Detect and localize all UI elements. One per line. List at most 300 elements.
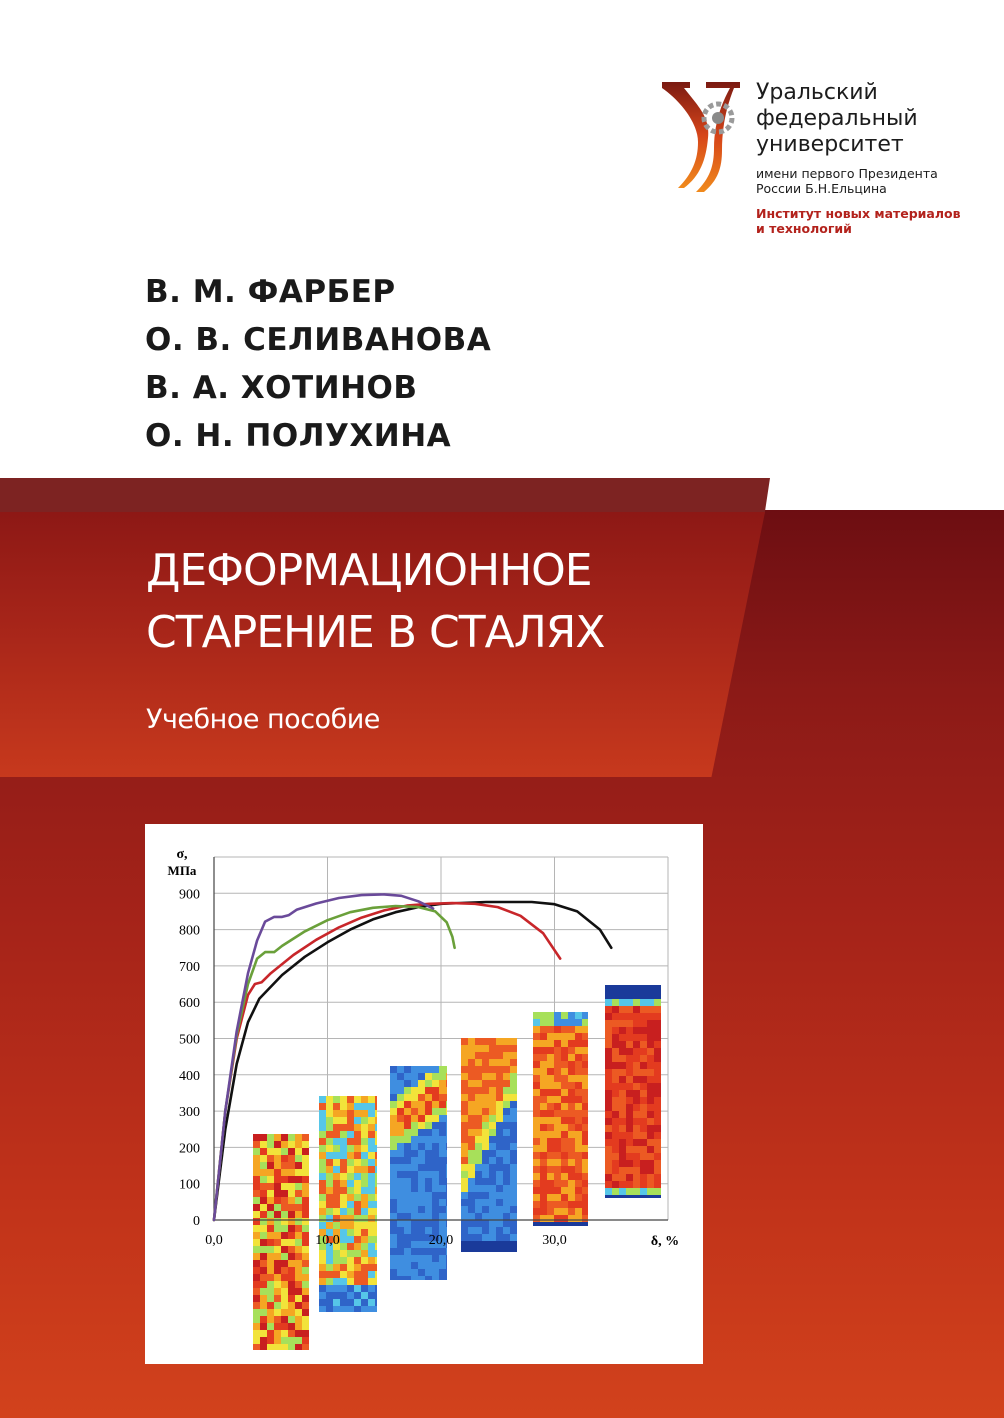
specimen-cell	[561, 1215, 568, 1222]
specimen-cell	[347, 1131, 354, 1138]
specimen-cell	[267, 1155, 274, 1162]
specimen-cell	[302, 1134, 309, 1141]
specimen-cell	[568, 1215, 575, 1222]
specimen-cell	[390, 1171, 397, 1178]
specimen-cell	[418, 1122, 425, 1129]
specimen-cell	[340, 1271, 347, 1278]
specimen-cell	[568, 1082, 575, 1089]
specimen-cell	[612, 1111, 619, 1118]
specimen-cell	[540, 1089, 547, 1096]
specimen-cell	[253, 1302, 260, 1309]
specimen-cell	[253, 1288, 260, 1295]
specimen-cell	[425, 1157, 432, 1164]
specimen-cell	[354, 1166, 361, 1173]
x-tick-label: 0,0	[205, 1233, 223, 1248]
specimen-cell	[439, 1129, 446, 1136]
specimen-cell	[432, 1220, 439, 1227]
specimen-cell	[295, 1148, 302, 1155]
specimen-cell	[468, 1150, 475, 1157]
specimen-cell	[354, 1236, 361, 1243]
specimen-cell	[267, 1169, 274, 1176]
specimen-cell	[510, 1101, 517, 1108]
specimen-cell	[347, 1264, 354, 1271]
specimen-cell	[554, 1222, 561, 1226]
specimen-cell	[267, 1218, 274, 1225]
specimen-cell	[561, 1201, 568, 1208]
specimen-cell	[375, 1173, 377, 1180]
specimen-cell	[361, 1271, 368, 1278]
specimen-cell	[533, 1089, 540, 1096]
specimen-cell	[274, 1309, 281, 1316]
specimen-cell	[354, 1124, 361, 1131]
specimen-cell	[547, 1187, 554, 1194]
specimen-cell	[640, 1125, 647, 1132]
specimen-cell	[295, 1162, 302, 1169]
specimen-cell	[496, 1108, 503, 1115]
specimen-cell	[267, 1302, 274, 1309]
specimen-cell	[482, 1234, 489, 1241]
specimen-cell	[281, 1232, 288, 1239]
specimen-cell	[575, 1061, 582, 1068]
specimen-cell	[326, 1131, 333, 1138]
specimen-cell	[368, 1187, 375, 1194]
specimen-cell	[575, 1117, 582, 1124]
specimen-cell	[281, 1260, 288, 1267]
specimen-cell	[561, 1166, 568, 1173]
specimen-cell	[626, 1048, 633, 1055]
specimen-cell	[411, 1171, 418, 1178]
specimen-cell	[626, 1132, 633, 1139]
specimen-cell	[260, 1295, 267, 1302]
specimen-cell	[647, 1090, 654, 1097]
specimen-cell	[575, 1180, 582, 1187]
specimen-cell	[561, 1040, 568, 1047]
specimen-cell	[333, 1117, 340, 1124]
specimen-cell	[489, 1178, 496, 1185]
specimen-cell	[489, 1094, 496, 1101]
specimen-cell	[326, 1222, 333, 1229]
specimen-cell	[404, 1122, 411, 1129]
specimen-cell	[361, 1264, 368, 1271]
specimen-cell	[561, 1089, 568, 1096]
specimen-cell	[375, 1124, 377, 1131]
specimen-cell	[547, 1096, 554, 1103]
specimen-cell	[340, 1236, 347, 1243]
specimen-cell	[404, 1178, 411, 1185]
specimen-cell	[489, 1073, 496, 1080]
specimen-cell	[503, 1241, 510, 1248]
specimen-cell	[375, 1250, 377, 1257]
specimen-cell	[253, 1267, 260, 1274]
specimen-cell	[347, 1250, 354, 1257]
specimen-cell	[411, 1136, 418, 1143]
university-name-line: федеральный	[756, 106, 918, 131]
specimen-cell	[418, 1073, 425, 1080]
specimen-cell	[461, 1038, 468, 1045]
specimen-cell	[347, 1243, 354, 1250]
specimen-cell	[302, 1267, 309, 1274]
specimen-cell	[633, 1006, 640, 1013]
specimen-cell	[267, 1260, 274, 1267]
specimen-cell	[561, 1159, 568, 1166]
specimen-cell	[439, 1080, 446, 1087]
specimen-cell	[468, 1087, 475, 1094]
specimen-cell	[547, 1201, 554, 1208]
specimen-cell	[547, 1026, 554, 1033]
specimen-cell	[253, 1211, 260, 1218]
specimen-cell	[647, 1041, 654, 1048]
specimen-cell	[540, 1033, 547, 1040]
specimen-cell	[503, 1220, 510, 1227]
specimen-cell	[432, 1094, 439, 1101]
specimen-cell	[354, 1180, 361, 1187]
specimen-cell	[368, 1180, 375, 1187]
specimen-cell	[605, 992, 612, 999]
specimen-cell	[619, 1027, 626, 1034]
specimen-cell	[368, 1243, 375, 1250]
specimen-cell	[347, 1299, 354, 1306]
specimen-cell	[281, 1141, 288, 1148]
specimen-cell	[302, 1190, 309, 1197]
specimen-cell	[503, 1087, 510, 1094]
specimen-cell	[418, 1220, 425, 1227]
specimen-cell	[281, 1134, 288, 1141]
specimen-cell	[461, 1213, 468, 1220]
specimen-cell	[582, 1187, 588, 1194]
specimen-cell	[575, 1208, 582, 1215]
specimen-cell	[554, 1054, 561, 1061]
specimen-cell	[274, 1344, 281, 1350]
specimen-cell	[361, 1257, 368, 1264]
specimen-cell	[468, 1066, 475, 1073]
specimen-cell	[390, 1108, 397, 1115]
specimen-cell	[626, 1181, 633, 1188]
specimen-cell	[326, 1215, 333, 1222]
specimen-cell	[253, 1183, 260, 1190]
specimen-cell	[368, 1278, 375, 1285]
specimen-cell	[619, 1055, 626, 1062]
specimen-cell	[482, 1122, 489, 1129]
specimen-cell	[575, 1026, 582, 1033]
specimen-cell	[503, 1157, 510, 1164]
specimen-cell	[375, 1117, 377, 1124]
specimen-cell	[575, 1068, 582, 1075]
specimen-cell	[575, 1166, 582, 1173]
specimen-cell	[612, 1160, 619, 1167]
specimen-cell	[347, 1173, 354, 1180]
specimen-cell	[654, 999, 661, 1006]
specimen-cell	[411, 1108, 418, 1115]
specimen-cell	[390, 1220, 397, 1227]
specimen-cell	[397, 1157, 404, 1164]
specimen-cell	[496, 1185, 503, 1192]
specimen-cell	[547, 1089, 554, 1096]
specimen-cell	[510, 1171, 517, 1178]
specimen-cell	[605, 1090, 612, 1097]
specimen-cell	[432, 1080, 439, 1087]
specimen-cell	[503, 1136, 510, 1143]
specimen-cell	[390, 1101, 397, 1108]
specimen-cell	[475, 1206, 482, 1213]
specimen-cell	[482, 1178, 489, 1185]
specimen-cell	[397, 1066, 404, 1073]
specimen-cell	[619, 1160, 626, 1167]
specimen-cell	[619, 1174, 626, 1181]
specimen-cell	[503, 1108, 510, 1115]
specimen-cell	[425, 1262, 432, 1269]
specimen-cell	[461, 1129, 468, 1136]
specimen-cell	[582, 1117, 588, 1124]
specimen-cell	[461, 1192, 468, 1199]
specimen-cell	[368, 1264, 375, 1271]
specimen-cell	[582, 1138, 588, 1145]
specimen-cell	[510, 1136, 517, 1143]
specimen-cell	[425, 1108, 432, 1115]
specimen-cell	[397, 1101, 404, 1108]
specimen-cell	[319, 1208, 326, 1215]
specimen-cell	[326, 1264, 333, 1271]
specimen-cell	[561, 1145, 568, 1152]
specimen-cell	[397, 1171, 404, 1178]
specimen-cell	[439, 1248, 446, 1255]
university-subtitle-line: имени первого Президента	[756, 166, 938, 181]
specimen-cell	[302, 1162, 309, 1169]
specimen-cell	[295, 1134, 302, 1141]
specimen-cell	[333, 1145, 340, 1152]
specimen-cell	[540, 1138, 547, 1145]
specimen-cell	[390, 1255, 397, 1262]
specimen-cell	[267, 1197, 274, 1204]
specimen-cell	[619, 999, 626, 1006]
specimen-cell	[533, 1054, 540, 1061]
specimen-cell	[489, 1150, 496, 1157]
specimen-cell	[489, 1192, 496, 1199]
specimen-cell	[354, 1138, 361, 1145]
specimen-cell	[260, 1197, 267, 1204]
specimen-cell	[302, 1148, 309, 1155]
specimen-cell	[561, 1019, 568, 1026]
specimen-cell	[432, 1129, 439, 1136]
specimen-cell	[547, 1019, 554, 1026]
specimen-cell	[432, 1269, 439, 1276]
specimen-cell	[425, 1276, 432, 1280]
y-tick-label: 900	[179, 887, 200, 903]
specimen-cell	[489, 1241, 496, 1248]
specimen-cell	[274, 1204, 281, 1211]
specimen-cell	[319, 1306, 326, 1312]
specimen-cell	[432, 1115, 439, 1122]
specimen-cell	[425, 1269, 432, 1276]
specimen-cell	[489, 1248, 496, 1252]
specimen-cell	[288, 1302, 295, 1309]
specimen-cell	[326, 1173, 333, 1180]
specimen-cell	[510, 1185, 517, 1192]
specimen-cell	[267, 1239, 274, 1246]
specimen-cell	[253, 1316, 260, 1323]
specimen-cell	[540, 1173, 547, 1180]
specimen-cell	[439, 1101, 446, 1108]
specimen-cell	[647, 1139, 654, 1146]
y-tick-label: 800	[179, 923, 200, 939]
specimen-cell	[475, 1192, 482, 1199]
specimen-cell	[375, 1180, 377, 1187]
specimen-cell	[654, 1055, 661, 1062]
specimen-cell	[354, 1278, 361, 1285]
specimen-cell	[510, 1059, 517, 1066]
specimen-cell	[640, 1083, 647, 1090]
specimen-cell	[281, 1344, 288, 1350]
specimen-cell	[496, 1192, 503, 1199]
specimen-cell	[295, 1323, 302, 1330]
specimen-cell	[274, 1197, 281, 1204]
specimen-cell	[281, 1323, 288, 1330]
specimen-cell	[418, 1094, 425, 1101]
specimen-cell	[274, 1316, 281, 1323]
y-tick-label: 400	[179, 1068, 200, 1084]
specimen-cell	[619, 1034, 626, 1041]
specimen-cell	[561, 1012, 568, 1019]
specimen-cell	[626, 1013, 633, 1020]
specimen-cell	[397, 1178, 404, 1185]
specimen-cell	[260, 1260, 267, 1267]
specimen-cell	[468, 1143, 475, 1150]
specimen-cell	[547, 1131, 554, 1138]
specimen-cell	[575, 1215, 582, 1222]
specimen-cell	[612, 1097, 619, 1104]
specimen-cell	[475, 1171, 482, 1178]
specimen-cell	[496, 1164, 503, 1171]
specimen-cell	[612, 1146, 619, 1153]
specimen-cell	[496, 1129, 503, 1136]
specimen-cell	[397, 1115, 404, 1122]
specimen-cell	[446, 1192, 447, 1199]
specimen-cell	[302, 1344, 309, 1350]
specimen-cell	[489, 1129, 496, 1136]
specimen-cell	[489, 1157, 496, 1164]
specimen-cell	[540, 1187, 547, 1194]
specimen-cell	[425, 1073, 432, 1080]
specimen-cell	[510, 1157, 517, 1164]
specimen-cell	[361, 1173, 368, 1180]
specimen-cell	[446, 1206, 447, 1213]
specimen-cell	[568, 1054, 575, 1061]
specimen-cell	[503, 1171, 510, 1178]
specimen-cell	[411, 1178, 418, 1185]
specimen-cell	[432, 1206, 439, 1213]
specimen-cell	[461, 1248, 468, 1252]
specimen-cell	[411, 1206, 418, 1213]
specimen-cell	[390, 1185, 397, 1192]
specimen-cell	[411, 1066, 418, 1073]
specimen-cell	[575, 1222, 582, 1226]
specimen-cell	[503, 1164, 510, 1171]
specimen-cell	[640, 992, 647, 999]
specimen-cell	[619, 1097, 626, 1104]
specimen-cell	[404, 1157, 411, 1164]
specimen-cell	[568, 1033, 575, 1040]
specimen-cell	[432, 1199, 439, 1206]
specimen-cell	[260, 1246, 267, 1253]
specimen-cell	[375, 1187, 377, 1194]
specimen-cell	[411, 1199, 418, 1206]
specimen-cell	[554, 1061, 561, 1068]
specimen-cell	[404, 1073, 411, 1080]
specimen-cell	[274, 1232, 281, 1239]
specimen-cell	[267, 1267, 274, 1274]
y-axis-label: σ,	[176, 847, 188, 862]
specimen-cell	[482, 1059, 489, 1066]
specimen-cell	[295, 1295, 302, 1302]
specimen-cell	[432, 1143, 439, 1150]
specimen-cell	[446, 1164, 447, 1171]
specimen-cell	[547, 1061, 554, 1068]
specimen-cell	[619, 1090, 626, 1097]
specimen-cell	[640, 1027, 647, 1034]
specimen-cell	[281, 1218, 288, 1225]
specimen-cell	[533, 1131, 540, 1138]
specimen-cell	[340, 1103, 347, 1110]
specimen-cell	[496, 1143, 503, 1150]
specimen-cell	[253, 1309, 260, 1316]
specimen-cell	[561, 1187, 568, 1194]
specimen-cell	[347, 1096, 354, 1103]
specimen-cell	[425, 1185, 432, 1192]
specimen-cell	[554, 1040, 561, 1047]
specimen-cell	[432, 1122, 439, 1129]
specimen-cell	[482, 1073, 489, 1080]
specimen-cell	[482, 1129, 489, 1136]
specimen-cell	[633, 1041, 640, 1048]
specimen-cell	[561, 1131, 568, 1138]
specimen-cell	[554, 1180, 561, 1187]
specimen-cell	[288, 1204, 295, 1211]
specimen-cell	[368, 1096, 375, 1103]
specimen-cell	[640, 1181, 647, 1188]
specimen-cell	[411, 1234, 418, 1241]
specimen-cell	[468, 1178, 475, 1185]
specimen-cell	[267, 1330, 274, 1337]
specimen-cell	[418, 1248, 425, 1255]
specimen-cell	[654, 1181, 661, 1188]
specimen-cell	[575, 1138, 582, 1145]
specimen-cell	[482, 1171, 489, 1178]
specimen-cell	[253, 1274, 260, 1281]
specimen-cell	[554, 1145, 561, 1152]
specimen-cell	[368, 1285, 375, 1292]
specimen-cell	[333, 1194, 340, 1201]
specimen-cell	[489, 1052, 496, 1059]
specimen-cell	[295, 1316, 302, 1323]
specimen-cell	[267, 1148, 274, 1155]
specimen-cell	[547, 1117, 554, 1124]
specimen-cell	[612, 1132, 619, 1139]
specimen-cell	[496, 1220, 503, 1227]
specimen-cell	[626, 1027, 633, 1034]
specimen-cell	[253, 1169, 260, 1176]
specimen-cell	[411, 1227, 418, 1234]
specimen-cell	[612, 1076, 619, 1083]
specimen-cell	[496, 1136, 503, 1143]
specimen-cell	[281, 1288, 288, 1295]
specimen-cell	[347, 1236, 354, 1243]
specimen-cell	[326, 1194, 333, 1201]
specimen-cell	[605, 985, 612, 992]
specimen-cell	[274, 1155, 281, 1162]
specimen-cell	[260, 1337, 267, 1344]
specimen-cell	[319, 1201, 326, 1208]
specimen-cell	[375, 1131, 377, 1138]
specimen-cell	[274, 1253, 281, 1260]
